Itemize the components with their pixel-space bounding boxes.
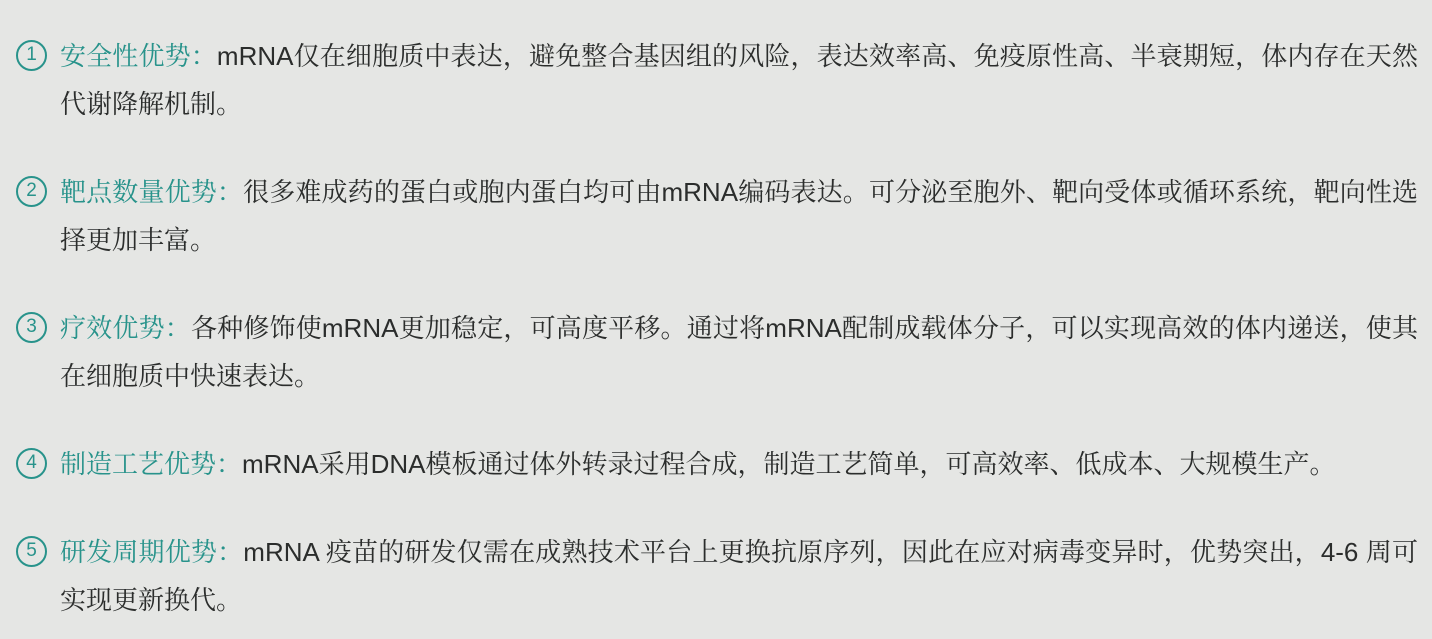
advantage-item-manufacturing — [16, 440, 1418, 488]
circled-number-1: 1 — [16, 40, 47, 71]
advantage-body: mRNA 疫苗的研发仅需在成熟技术平台上更换抗原序列，因此在应对病毒变异时，优势突出，4-6 周可实现更新换代。 — [60, 537, 1418, 615]
circled-number-4: 4 — [16, 448, 47, 479]
advantage-paragraph — [60, 528, 1418, 624]
advantage-heading: 研发周期优势： — [60, 537, 244, 567]
circled-number-3: 3 — [16, 312, 47, 343]
advantage-body: mRNA仅在细胞质中表达，避免整合基因组的风险，表达效率高、免疫原性高、半衰期短，体内存在天然代谢降解机制。 — [60, 41, 1418, 119]
advantage-body: mRNA采用DNA模板通过体外转录过程合成，制造工艺简单，可高效率、低成本、大规模生产。 — [242, 449, 1336, 479]
advantage-item-rd-cycle — [16, 528, 1418, 624]
advantage-heading: 安全性优势： — [60, 41, 217, 71]
advantage-heading: 疗效优势： — [60, 313, 191, 343]
advantage-heading: 靶点数量优势： — [60, 177, 244, 207]
advantage-item-safety — [16, 32, 1418, 128]
advantage-body: 各种修饰使mRNA更加稳定，可高度平移。通过将mRNA配制成载体分子，可以实现高效的体内递送，使其在细胞质中快速表达。 — [60, 313, 1418, 391]
advantage-paragraph — [60, 304, 1418, 400]
circled-number-2: 2 — [16, 176, 47, 207]
advantage-item-target-count — [16, 168, 1418, 264]
advantage-paragraph — [60, 168, 1418, 264]
advantage-paragraph — [60, 440, 1418, 488]
advantage-paragraph — [60, 32, 1418, 128]
advantage-heading: 制造工艺优势： — [60, 449, 243, 479]
advantage-body: 很多难成药的蛋白或胞内蛋白均可由mRNA编码表达。可分泌至胞外、靶向受体或循环系统，靶向性选择更加丰富。 — [60, 177, 1418, 255]
circled-number-5: 5 — [16, 536, 47, 567]
advantage-item-efficacy — [16, 304, 1418, 400]
